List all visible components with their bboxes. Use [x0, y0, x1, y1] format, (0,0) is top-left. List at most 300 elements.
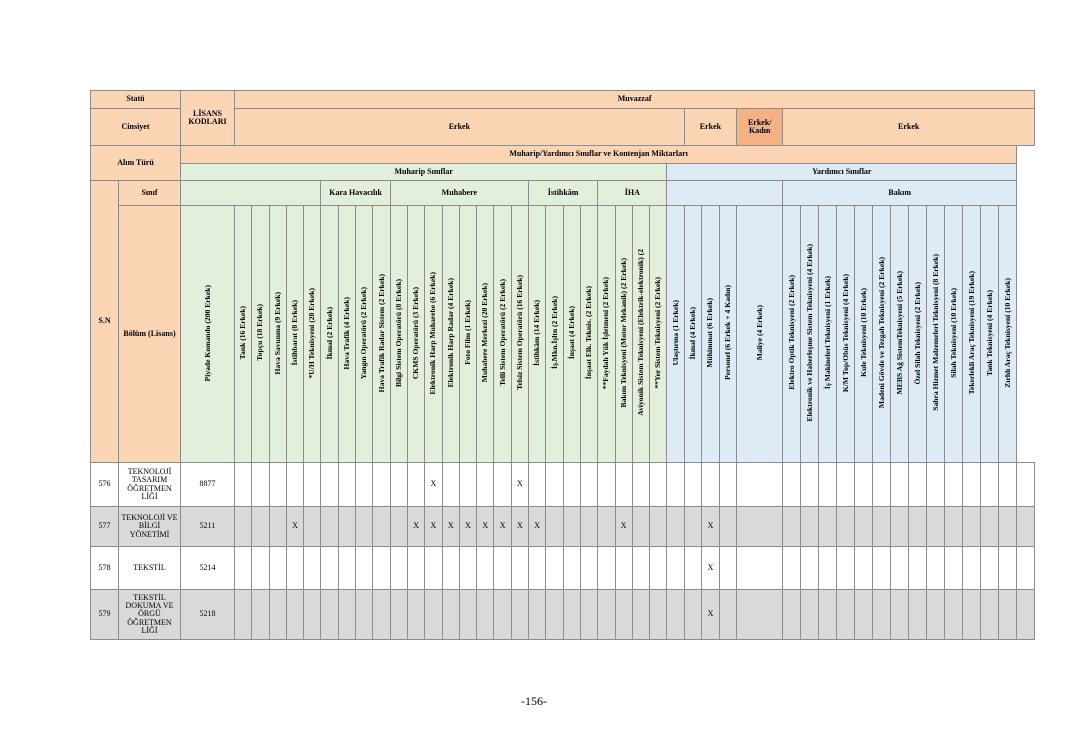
alim-aciklama: Muharip/Yardımcı Sınıflar ve Kontenjan Miktarları: [181, 146, 1017, 164]
column-header: [546, 206, 563, 463]
empty-cell: [945, 590, 963, 640]
empty-cell: [981, 507, 999, 547]
empty-cell: [632, 507, 649, 547]
empty-cell: [684, 590, 702, 640]
empty-cell: [252, 590, 269, 640]
empty-cell: [425, 590, 442, 640]
empty-cell: [963, 463, 981, 507]
empty-cell: [981, 463, 999, 507]
cinsiyet-erkek-kadin: Erkek/ Kadın: [737, 109, 783, 146]
empty-cell: [235, 547, 252, 590]
empty-cell: [909, 507, 927, 547]
row-sn: 576: [91, 463, 119, 507]
group-muhabere: Muhabere: [390, 181, 528, 206]
column-header: [945, 206, 963, 463]
row-bolum-name: TEKNOLOJİ TASARIM ÖĞRETMEN LİĞİ: [119, 463, 181, 507]
mark-cell: X: [511, 507, 528, 547]
column-header-label: Elektronik ve Haberleşme Sistem Teknisyeni (4 Erkek): [804, 244, 814, 422]
empty-cell: [684, 463, 702, 507]
empty-cell: [235, 463, 252, 507]
mark-cell: X: [511, 463, 528, 507]
empty-cell: [650, 590, 667, 640]
mark-cell: X: [459, 507, 476, 547]
column-header: [667, 206, 684, 463]
empty-cell: [252, 547, 269, 590]
column-header-label: Madeni Gövde ve Tezgah Teknisyeni (2 Erkek): [876, 257, 886, 409]
empty-cell: [304, 547, 321, 590]
column-header: [891, 206, 909, 463]
empty-cell: [737, 547, 783, 590]
empty-cell: [459, 547, 476, 590]
empty-cell: [1017, 463, 1035, 507]
group-kara-havacilik: Kara Havacılık: [321, 181, 390, 206]
empty-cell: [837, 507, 855, 547]
bolum-header: Bölüm (Lisans): [119, 206, 181, 463]
column-header-label: Tank (16 Erkek): [238, 306, 248, 360]
mark-cell: X: [494, 507, 511, 547]
column-header-label: Silah Teknisyeni (10 Erkek): [948, 287, 958, 378]
mark-cell: X: [425, 463, 442, 507]
empty-cell: [891, 507, 909, 547]
empty-cell: [999, 507, 1017, 547]
empty-cell: [855, 590, 873, 640]
column-header-label: Topçu (18 Erkek): [255, 304, 265, 362]
empty-cell: [494, 547, 511, 590]
muvazzaf-header: Muvazzaf: [235, 91, 1035, 109]
empty-cell: [667, 507, 684, 547]
column-header: [963, 206, 981, 463]
column-header: [563, 206, 580, 463]
sinif-label: Sınıf: [119, 181, 181, 206]
empty-cell: [356, 507, 373, 547]
empty-cell: [546, 507, 563, 547]
empty-cell: [667, 547, 684, 590]
column-header: [783, 206, 801, 463]
empty-cell: [511, 547, 528, 590]
empty-cell: [737, 507, 783, 547]
column-header: [632, 206, 649, 463]
column-header: [181, 206, 235, 463]
empty-cell: [338, 547, 355, 590]
empty-cell: [598, 463, 615, 507]
column-header: [286, 206, 303, 463]
empty-cell: [999, 547, 1017, 590]
column-header: [269, 206, 286, 463]
column-header-label: Piyade Komando (200 Erkek): [202, 284, 212, 381]
column-header: [855, 206, 873, 463]
empty-cell: [837, 547, 855, 590]
empty-cell: [855, 547, 873, 590]
column-header-label: Telli Sistem Operatörü (2 Erkek): [497, 279, 507, 387]
row-lisans-code: 5211: [181, 507, 235, 547]
group-bakim: Bakım: [783, 181, 1017, 206]
column-header: [252, 206, 269, 463]
column-header: [650, 206, 667, 463]
column-header: [459, 206, 476, 463]
column-header-label: Tank Teknisyeni (4 Erkek): [984, 289, 994, 376]
empty-cell: [855, 463, 873, 507]
empty-cell: [321, 507, 338, 547]
mark-cell: X: [407, 507, 424, 547]
column-header-label: Muhabere Merkezi (20 Erkek): [480, 283, 490, 383]
empty-cell: [252, 463, 269, 507]
empty-cell: [632, 590, 649, 640]
empty-cell: [598, 590, 615, 640]
empty-cell: [945, 507, 963, 547]
mark-cell: X: [529, 507, 546, 547]
empty-cell: [909, 590, 927, 640]
kontenjan-table: [90, 90, 1035, 640]
empty-cell: [373, 590, 390, 640]
empty-cell: [321, 590, 338, 640]
column-header-label: Elektronik Harp Radar (4 Erkek): [445, 278, 455, 388]
column-header-label: MEBS Ağ SistemTeknisyeni (5 Erkek): [894, 271, 904, 395]
empty-cell: [719, 507, 737, 547]
empty-cell: [927, 463, 945, 507]
empty-cell: [999, 590, 1017, 640]
empty-cell: [891, 590, 909, 640]
empty-cell: [801, 547, 819, 590]
empty-cell: [338, 590, 355, 640]
empty-cell: [667, 463, 684, 507]
column-header: [684, 206, 702, 463]
column-header-label: Bilgi Sistem Operatörü (8 Erkek): [393, 278, 403, 387]
empty-cell: [891, 463, 909, 507]
column-header: [719, 206, 737, 463]
empty-cell: [563, 507, 580, 547]
empty-cell: [529, 590, 546, 640]
column-header-label: Zırhlı Araç Teknisyeni (10 Erkek): [1002, 277, 1012, 388]
empty-cell: [963, 590, 981, 640]
mark-cell: X: [425, 507, 442, 547]
empty-cell: [459, 590, 476, 640]
empty-cell: [563, 463, 580, 507]
group-yardimci-spacer: [667, 181, 783, 206]
row-lisans-code: 5218: [181, 590, 235, 640]
group-istihkam: İstihkâm: [529, 181, 598, 206]
empty-cell: [783, 463, 801, 507]
empty-cell: [909, 463, 927, 507]
column-header-label: Yangın Operatörü (2 Erkek): [359, 286, 369, 379]
empty-cell: [235, 507, 252, 547]
empty-cell: [373, 547, 390, 590]
empty-cell: [945, 463, 963, 507]
mark-cell: X: [286, 507, 303, 547]
empty-cell: [338, 507, 355, 547]
empty-cell: [1017, 507, 1035, 547]
empty-cell: [494, 463, 511, 507]
column-header: [615, 206, 632, 463]
column-header-label: Maliye (4 Erkek): [754, 305, 764, 361]
column-header-label: Hava Trafik Radar Sistem (2 Erkek): [376, 273, 386, 392]
empty-cell: [615, 463, 632, 507]
empty-cell: [356, 590, 373, 640]
empty-cell: [563, 547, 580, 590]
table-row: [91, 463, 1035, 507]
empty-cell: [442, 463, 459, 507]
empty-cell: [927, 590, 945, 640]
column-header: [494, 206, 511, 463]
column-header-label: Telsiz Sistem Operatörü (16 Erkek): [514, 275, 524, 391]
column-header: [425, 206, 442, 463]
empty-cell: [632, 463, 649, 507]
group-iha: İHA: [598, 181, 667, 206]
empty-cell: [650, 547, 667, 590]
empty-cell: [390, 507, 407, 547]
empty-cell: [981, 590, 999, 640]
column-header: [373, 206, 390, 463]
empty-cell: [927, 547, 945, 590]
empty-cell: [891, 547, 909, 590]
empty-cell: [963, 547, 981, 590]
empty-cell: [873, 547, 891, 590]
column-header-label: **Faydalı Yük İşletmeni (2 Erkek): [601, 276, 611, 389]
mark-cell: X: [615, 507, 632, 547]
empty-cell: [529, 547, 546, 590]
column-header: [235, 206, 252, 463]
empty-cell: [477, 463, 494, 507]
empty-cell: [321, 547, 338, 590]
cinsiyet-erkek-ulastirma: Erkek: [684, 109, 737, 146]
empty-cell: [909, 547, 927, 590]
column-header-label: İstihkâm (14 Erkek): [532, 299, 542, 366]
empty-cell: [927, 507, 945, 547]
empty-cell: [819, 547, 837, 590]
column-header-label: CKMS Operatörü (3 Erkek): [411, 286, 421, 379]
column-header-label: İkmal (2 Erkek): [324, 306, 334, 359]
empty-cell: [286, 590, 303, 640]
empty-cell: [737, 590, 783, 640]
column-header: [356, 206, 373, 463]
empty-cell: [783, 507, 801, 547]
column-header-label: **Yer Sistem Teknisyeni (2 Erkek): [653, 276, 663, 389]
empty-cell: [252, 507, 269, 547]
row-sn: 577: [91, 507, 119, 547]
empty-cell: [719, 547, 737, 590]
mark-cell: X: [702, 507, 720, 547]
column-header: [837, 206, 855, 463]
empty-cell: [286, 547, 303, 590]
column-header: [873, 206, 891, 463]
empty-cell: [719, 590, 737, 640]
column-header-label: K/M Top/Obüs Teknisyeni (4 Erkek): [840, 273, 850, 392]
column-header: [407, 206, 424, 463]
empty-cell: [511, 590, 528, 640]
cinsiyet-label: Cinsiyet: [91, 109, 181, 146]
empty-cell: [390, 547, 407, 590]
column-header-label: Elektronik Harp Muharebe (6 Erkek): [428, 271, 438, 395]
column-header-label: İnşaat Elk. Teknis. (2 Erkek): [584, 286, 594, 380]
column-header-label: İstihbarat (8 Erkek): [290, 300, 300, 366]
empty-cell: [801, 463, 819, 507]
mark-cell: X: [442, 507, 459, 547]
empty-cell: [855, 507, 873, 547]
empty-cell: [477, 590, 494, 640]
empty-cell: [407, 547, 424, 590]
table-row: [91, 590, 1035, 640]
empty-cell: [684, 507, 702, 547]
empty-cell: [632, 547, 649, 590]
empty-cell: [650, 463, 667, 507]
empty-cell: [737, 463, 783, 507]
empty-cell: [321, 463, 338, 507]
column-header-label: İkmal (4 Erkek): [687, 306, 697, 359]
empty-cell: [529, 463, 546, 507]
row-lisans-code: 5214: [181, 547, 235, 590]
column-header: [598, 206, 615, 463]
column-header-label: Bakım Teknisyeni (Motor Mekanik) (2 Erkek): [618, 258, 628, 408]
empty-cell: [563, 590, 580, 640]
row-lisans-code: 8877: [181, 463, 235, 507]
empty-cell: [304, 590, 321, 640]
column-header: [338, 206, 355, 463]
empty-cell: [719, 463, 737, 507]
column-header-label: Foto Film (1 Erkek): [463, 300, 473, 366]
empty-cell: [407, 463, 424, 507]
empty-cell: [801, 507, 819, 547]
table-row: [91, 507, 1035, 547]
column-header: [909, 206, 927, 463]
empty-cell: [598, 547, 615, 590]
row-sn: 578: [91, 547, 119, 590]
empty-cell: [580, 547, 597, 590]
empty-cell: [999, 463, 1017, 507]
row-bolum-name: TEKNOLOJİ VE BİLGİ YÖNETİMİ: [119, 507, 181, 547]
empty-cell: [1017, 547, 1035, 590]
column-header: [321, 206, 338, 463]
mark-cell: X: [702, 547, 720, 590]
empty-cell: [873, 463, 891, 507]
column-header-label: Personel (6 Erkek + 4 Kadın): [722, 285, 732, 381]
column-header: [477, 206, 494, 463]
empty-cell: [580, 590, 597, 640]
column-header: [819, 206, 837, 463]
empty-cell: [963, 507, 981, 547]
empty-cell: [235, 590, 252, 640]
empty-cell: [546, 547, 563, 590]
empty-cell: [615, 547, 632, 590]
empty-cell: [981, 547, 999, 590]
empty-cell: [269, 590, 286, 640]
row-bolum-name: TEKSTİL: [119, 547, 181, 590]
empty-cell: [390, 463, 407, 507]
sn-header: S.N: [91, 181, 119, 463]
column-header: [999, 206, 1017, 463]
column-header-label: Elektro Optik Teknisyeni (2 Erkek): [786, 275, 796, 391]
empty-cell: [477, 547, 494, 590]
column-header: [529, 206, 546, 463]
column-header-label: *U/H Teknisyeni (20 Erkek): [307, 287, 317, 379]
empty-cell: [373, 507, 390, 547]
empty-cell: [783, 547, 801, 590]
row-bolum-name: TEKSTİL DOKUMA VE ÖRGÜ ÖĞRETMEN LİĞİ: [119, 590, 181, 640]
empty-cell: [286, 463, 303, 507]
column-header-label: Hava Savunma (9 Erkek): [272, 291, 282, 375]
empty-cell: [1017, 590, 1035, 640]
empty-cell: [873, 590, 891, 640]
empty-cell: [615, 590, 632, 640]
empty-cell: [269, 463, 286, 507]
empty-cell: [546, 463, 563, 507]
empty-cell: [356, 463, 373, 507]
row-sn: 579: [91, 590, 119, 640]
column-header: [981, 206, 999, 463]
column-header: [737, 206, 783, 463]
column-header-label: Özel Silah Teknisyeni (2 Erkek): [912, 281, 922, 385]
empty-cell: [269, 507, 286, 547]
empty-cell: [819, 507, 837, 547]
column-header-label: İnşaat (4 Erkek): [566, 306, 576, 360]
cinsiyet-erkek-muharip: Erkek: [235, 109, 685, 146]
empty-cell: [580, 463, 597, 507]
empty-cell: [819, 590, 837, 640]
group-piyade-spacer: [181, 181, 321, 206]
empty-cell: [819, 463, 837, 507]
empty-cell: [598, 507, 615, 547]
empty-cell: [304, 507, 321, 547]
empty-cell: [304, 463, 321, 507]
empty-cell: [837, 590, 855, 640]
column-header-label: İş Makineleri Teknisyeni (1 Erkek): [822, 276, 832, 390]
empty-cell: [494, 590, 511, 640]
empty-cell: [269, 547, 286, 590]
empty-cell: [667, 590, 684, 640]
column-header-label: Kule Teknisyeni (10 Erkek): [858, 288, 868, 378]
empty-cell: [425, 547, 442, 590]
empty-cell: [580, 507, 597, 547]
mark-cell: X: [477, 507, 494, 547]
column-header-label: Mühimmat (6 Erkek): [705, 298, 715, 368]
column-header-label: Aviyonik Sistem Teknisyeni (Elektrik-elektronik) (2: [635, 249, 645, 417]
column-header: [442, 206, 459, 463]
empty-cell: [390, 590, 407, 640]
mark-cell: X: [702, 590, 720, 640]
empty-cell: [873, 507, 891, 547]
column-header: [702, 206, 720, 463]
empty-cell: [783, 590, 801, 640]
lisans-kodlari-header: LİSANS KODLARI: [181, 91, 235, 146]
empty-cell: [459, 463, 476, 507]
empty-cell: [407, 590, 424, 640]
column-header-label: Tekerlekli Araç Teknisyeni (19 Erkek): [966, 271, 976, 395]
empty-cell: [837, 463, 855, 507]
empty-cell: [338, 463, 355, 507]
empty-cell: [546, 590, 563, 640]
empty-cell: [945, 547, 963, 590]
column-header-label: İş.Mkn.İşltn (2 Erkek): [549, 296, 559, 370]
column-header-label: Sahra Hizmet Malzemeleri Teknisyeni (8 Erkek): [930, 254, 940, 412]
column-header: [390, 206, 407, 463]
column-header: [801, 206, 819, 463]
muharip-header: Muharip Sınıflar: [181, 164, 667, 181]
column-header: [304, 206, 321, 463]
empty-cell: [684, 547, 702, 590]
statu-label: Statü: [91, 91, 181, 109]
empty-cell: [373, 463, 390, 507]
empty-cell: [356, 547, 373, 590]
alim-turu-label: Alım Türü: [91, 146, 181, 181]
column-header-label: Hava Trafik (4 Erkek): [341, 296, 351, 370]
column-header-label: Ulaştırma (1 Erkek): [670, 300, 680, 366]
empty-cell: [442, 590, 459, 640]
column-header: [511, 206, 528, 463]
column-header: [580, 206, 597, 463]
cinsiyet-erkek-bakim: Erkek: [783, 109, 1035, 146]
column-header: [927, 206, 945, 463]
empty-cell: [702, 463, 720, 507]
yardimci-header: Yardımcı Sınıflar: [667, 164, 1017, 181]
page-number: -156-: [521, 694, 547, 708]
